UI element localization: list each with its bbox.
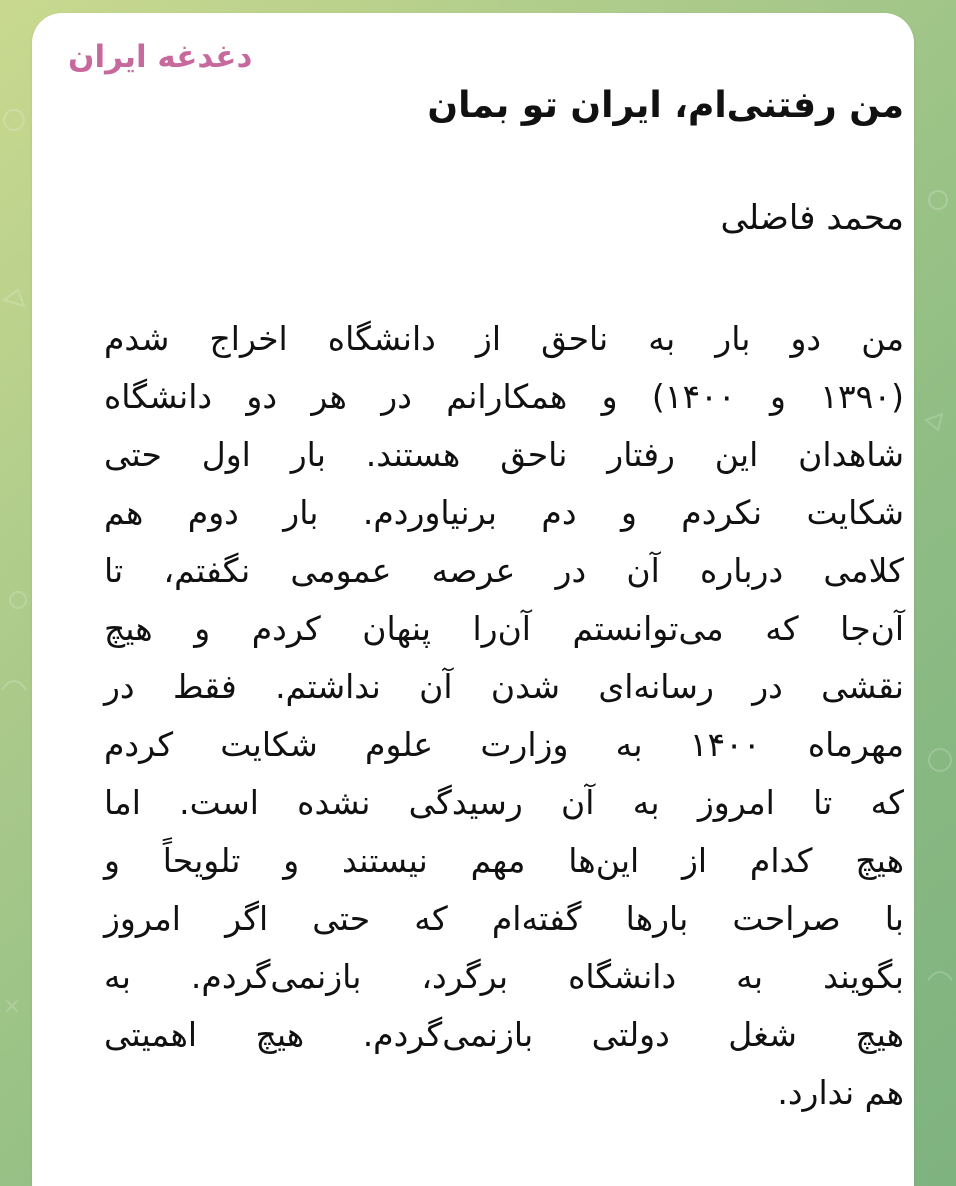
message-title: من رفتنی‌ام، ایران تو بمان: [427, 85, 904, 126]
message-body: [104, 310, 904, 1122]
message-body-line: مهرماه ۱۴۰۰ به وزارت علوم شکایت کردم: [104, 725, 905, 764]
message-body-line: با صراحت بارها گفته‌ام که حتی اگر امروز: [104, 899, 904, 938]
message-body-line: بگویند به دانشگاه برگرد، بازنمی‌گردم. به: [104, 957, 904, 996]
message-author: محمد فاضلی: [720, 198, 904, 238]
channel-name[interactable]: دغدغه ایران: [68, 39, 253, 75]
message-body-line: هیچ شغل دولتی بازنمی‌گردم. هیچ اهمیتی: [104, 1015, 904, 1054]
message-body-line: نقشی در رسانه‌ای شدن آن نداشتم. فقط در: [104, 667, 904, 706]
message-body-line: شاهدان این رفتار ناحق هستند. بار اول حتی: [104, 435, 904, 474]
message-body-line: من دو بار به ناحق از دانشگاه اخراج شدم: [104, 319, 904, 358]
message-content: [104, 80, 904, 1122]
message-body-line: هیچ کدام از این‌ها مهم نیستند و تلویحاً و: [104, 841, 904, 880]
message-body-line: (۱۳۹۰ و ۱۴۰۰) و همکارانم در هر دو دانشگاه: [104, 377, 904, 416]
message-body-line: آن‌جا که می‌توانستم آن‌را پنهان کردم و هیچ: [104, 609, 904, 648]
message-body-line: شکایت نکردم و دم برنیاوردم. بار دوم هم: [104, 493, 904, 532]
message-body-line: هم ندارد.: [777, 1073, 904, 1112]
message-body-line: که تا امروز به آن رسیدگی نشده است. اما: [104, 783, 904, 822]
message-body-line: کلامی درباره آن در عرصه عمومی نگفتم، تا: [104, 551, 904, 590]
